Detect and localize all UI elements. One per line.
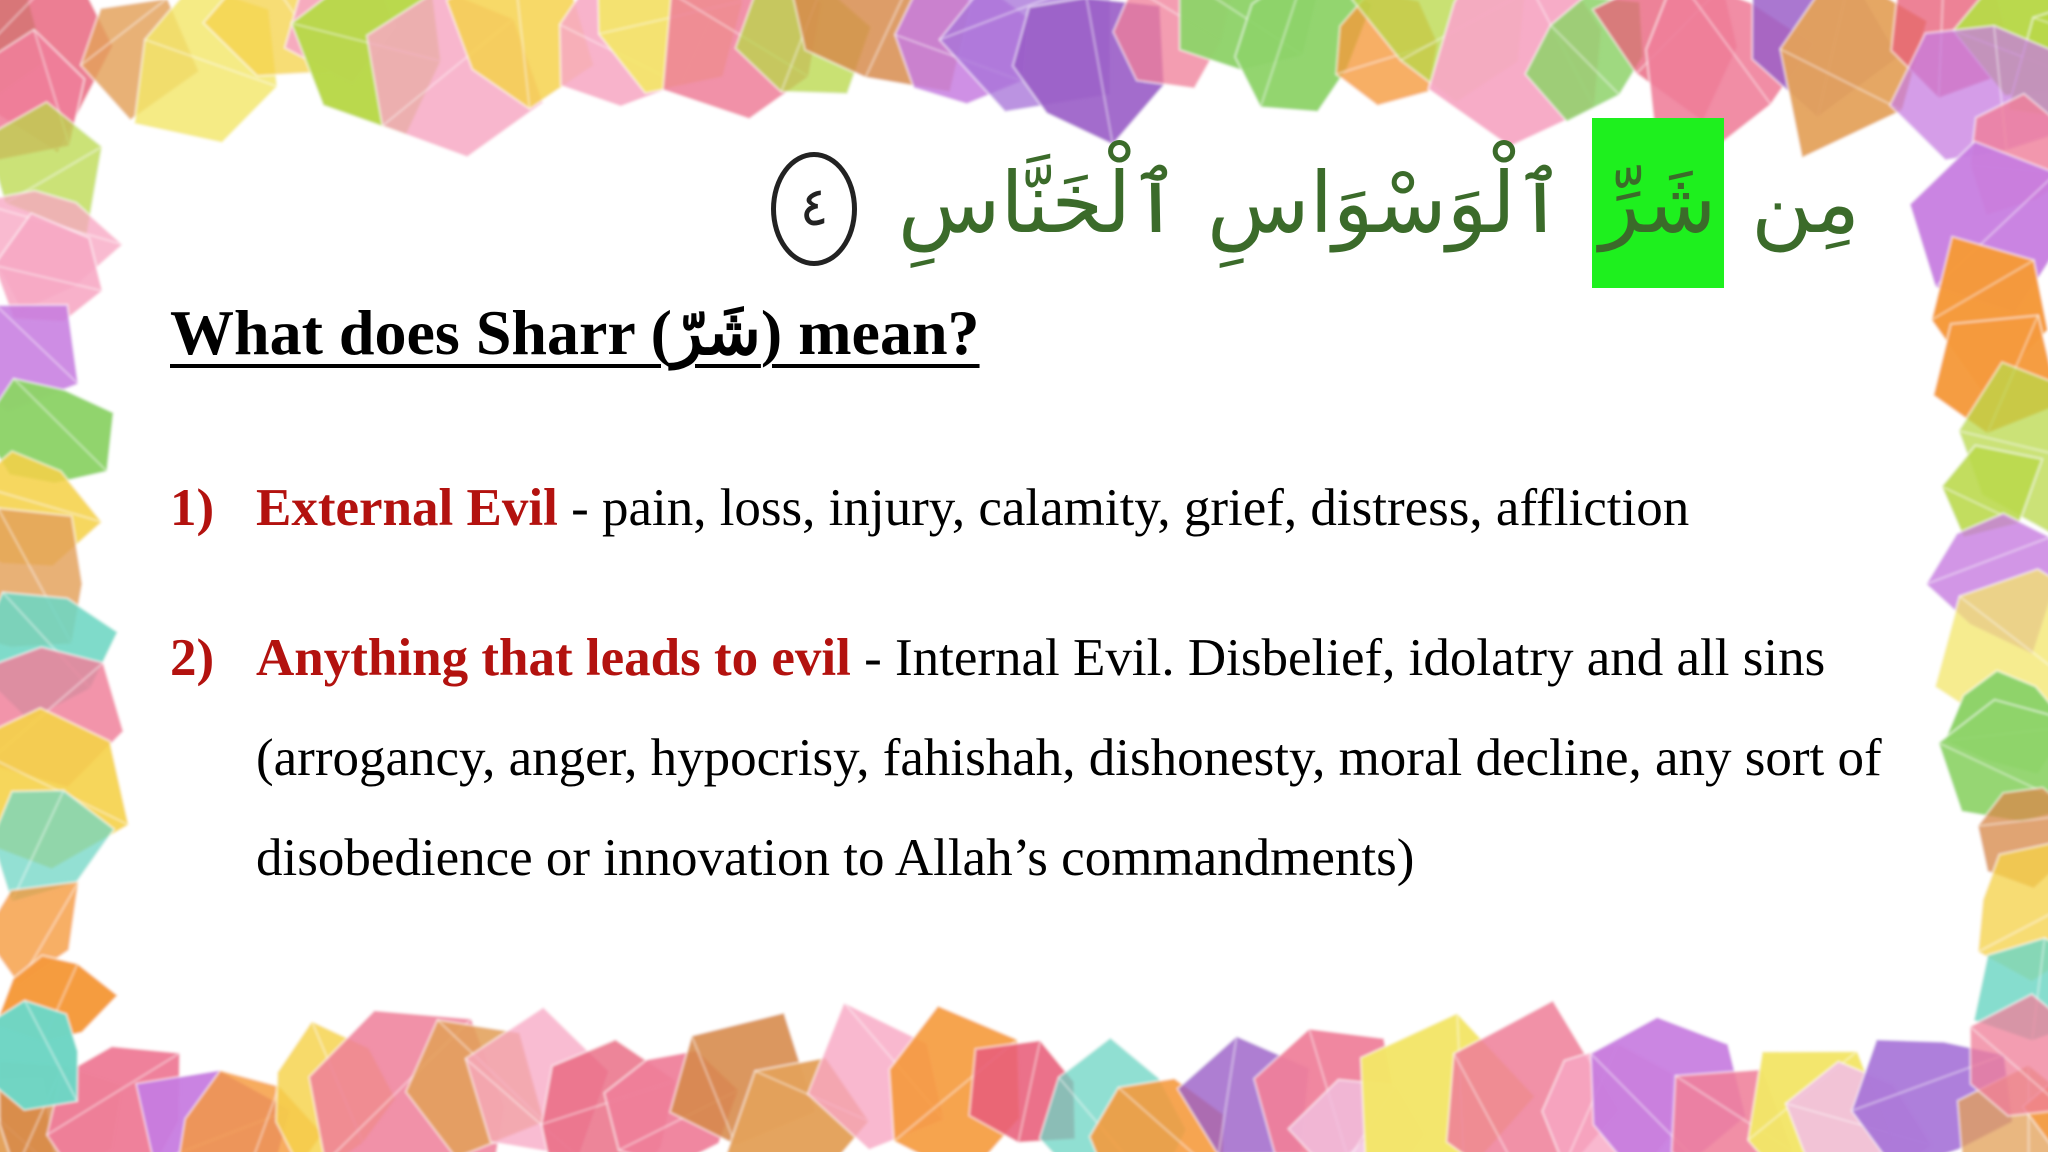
highlighted-verse-word: شَرِّ [1592, 118, 1725, 288]
verse-word: ٱلْخَنَّاسِ [897, 154, 1181, 252]
list-item-body [256, 458, 1980, 558]
list-item-term: External Evil [256, 479, 558, 537]
list-item [170, 458, 1980, 558]
verse-word: ٱلْوَسْوَاسِ [1207, 154, 1565, 252]
list-number: 1) [170, 479, 215, 537]
list-item [170, 608, 1980, 908]
slide-heading: What does Sharr (شَرّ) mean? [170, 297, 980, 368]
list-item-term: Anything that leads to evil [256, 629, 851, 687]
list-item-text: - pain, loss, injury, calamity, grief, distress, affliction [557, 479, 1690, 537]
quran-verse [771, 118, 1860, 288]
list-item-body [256, 608, 1980, 908]
ayah-number-badge: ٤ [771, 152, 857, 266]
list-number: 2) [170, 629, 215, 687]
verse-word: مِن [1751, 154, 1860, 252]
list-item-text: - Internal Evil. Disbelief, idolatry and all sins (arrogancy, anger, hypocrisy, fahishah, dishonesty, moral decline, any sort of disobedience or innovation to Allah’s commandments) [256, 629, 1882, 887]
